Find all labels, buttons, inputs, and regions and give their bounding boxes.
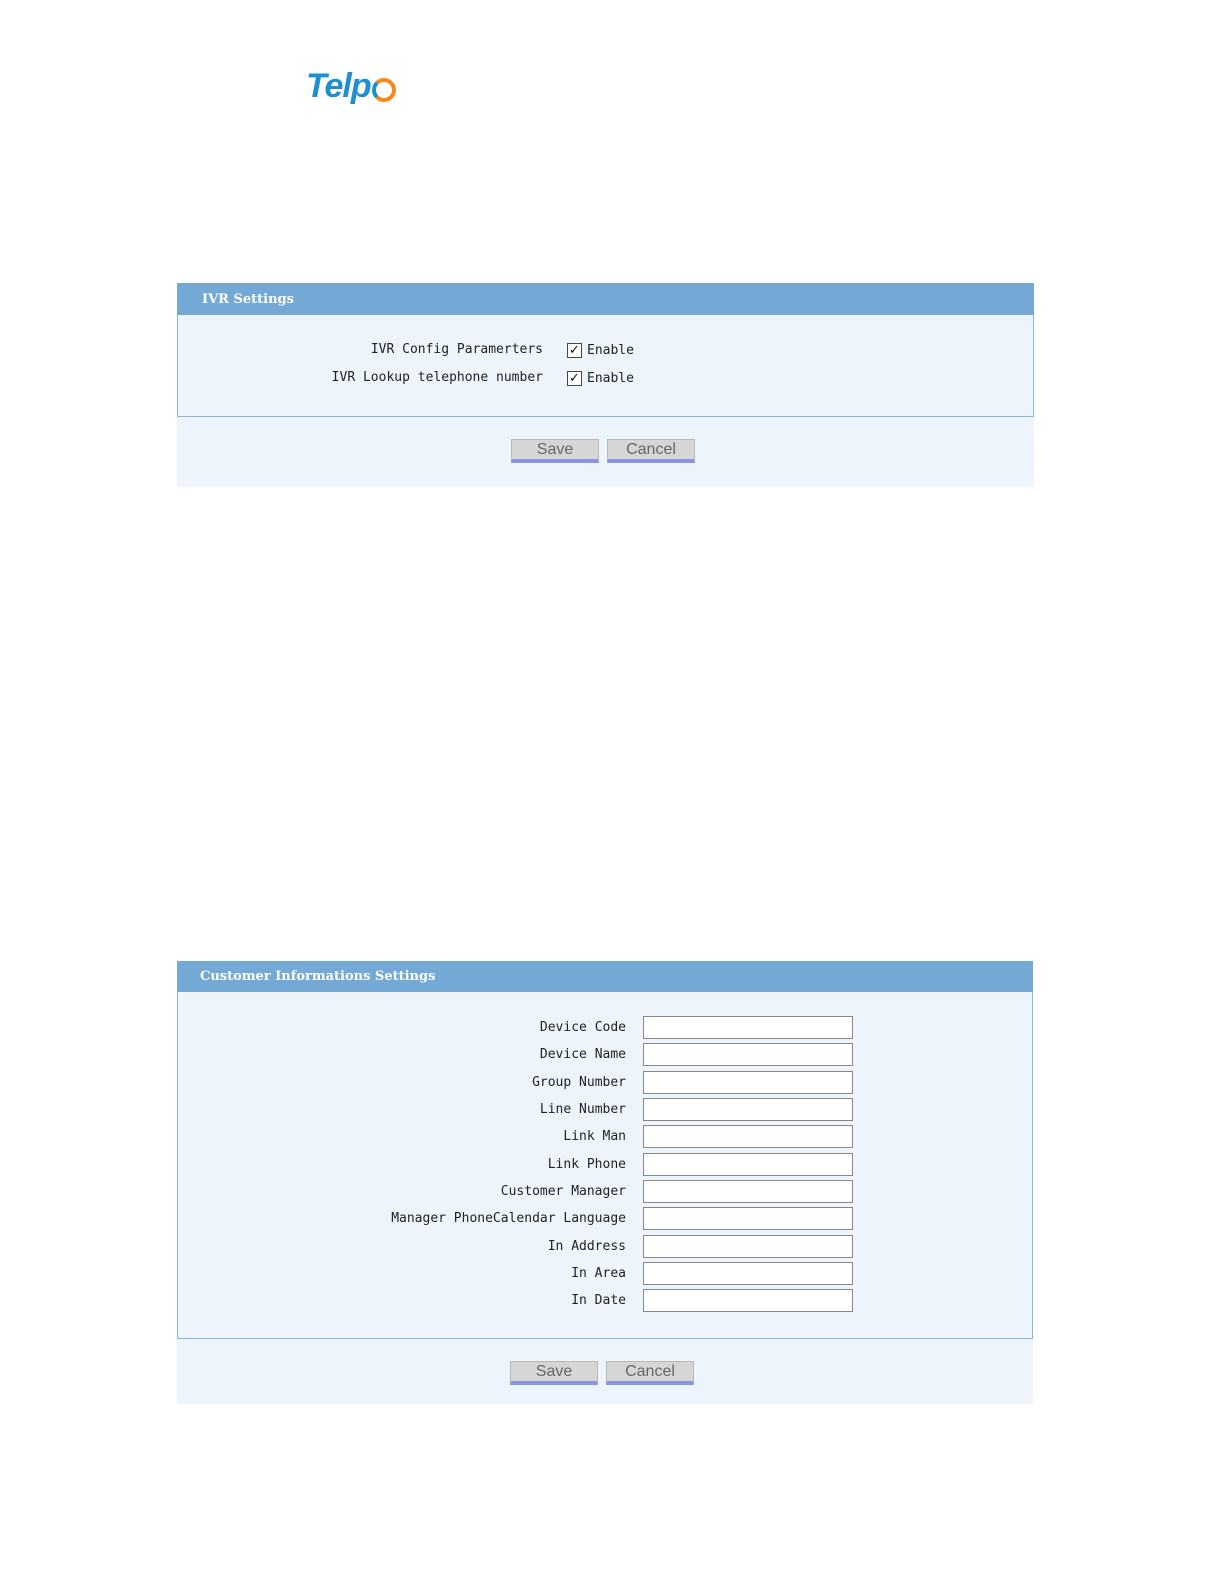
ivr-config-label: IVR Config Paramerters — [370, 342, 543, 357]
ivr-config-enable-label: Enable — [587, 343, 634, 358]
customer-field-label: In Date — [571, 1293, 626, 1308]
customer-settings-header — [177, 961, 1033, 992]
ivr-lookup-label: IVR Lookup telephone number — [331, 370, 543, 385]
customer-save-button[interactable]: Save — [510, 1361, 598, 1385]
customer-field-label: In Area — [571, 1266, 626, 1281]
customer-field-row — [178, 1097, 1032, 1123]
customer-field-row — [178, 1015, 1032, 1041]
customer-field-input[interactable] — [643, 1016, 853, 1039]
ivr-button-bar — [177, 417, 1034, 487]
customer-field-input[interactable] — [643, 1207, 853, 1230]
customer-field-row — [178, 1042, 1032, 1068]
ivr-settings-header — [177, 283, 1034, 315]
ivr-settings-panel — [177, 283, 1034, 487]
customer-field-row — [178, 1179, 1032, 1205]
customer-field-label: Device Name — [539, 1047, 626, 1062]
telpo-o-icon — [372, 78, 396, 102]
customer-field-input[interactable] — [643, 1071, 853, 1094]
customer-field-label: Line Number — [539, 1102, 626, 1117]
customer-settings-body — [177, 992, 1033, 1339]
ivr-save-button[interactable]: Save — [511, 439, 599, 463]
customer-field-row — [178, 1234, 1032, 1260]
customer-field-input[interactable] — [643, 1098, 853, 1121]
ivr-settings-body — [177, 315, 1034, 417]
customer-field-row — [178, 1206, 1032, 1232]
customer-field-input[interactable] — [643, 1289, 853, 1312]
customer-field-input[interactable] — [643, 1125, 853, 1148]
customer-field-input[interactable] — [643, 1262, 853, 1285]
customer-field-input[interactable] — [643, 1235, 853, 1258]
ivr-lookup-enable-label: Enable — [587, 371, 634, 386]
customer-field-label: Customer Manager — [500, 1184, 626, 1199]
telpo-logo — [306, 64, 396, 108]
customer-field-row — [178, 1070, 1032, 1096]
ivr-row-lookup — [178, 365, 1033, 391]
customer-field-row — [178, 1288, 1032, 1314]
ivr-lookup-checkbox[interactable] — [567, 371, 582, 386]
customer-field-label: Link Phone — [547, 1157, 626, 1172]
logo-text: Telp — [306, 66, 371, 105]
customer-cancel-button[interactable]: Cancel — [606, 1361, 694, 1385]
customer-field-row — [178, 1124, 1032, 1150]
customer-field-label: In Address — [547, 1239, 626, 1254]
customer-field-input[interactable] — [643, 1180, 853, 1203]
customer-settings-panel — [177, 961, 1033, 1404]
customer-field-row — [178, 1261, 1032, 1287]
ivr-config-checkbox[interactable] — [567, 343, 582, 358]
customer-field-label: Group Number — [532, 1075, 626, 1090]
customer-field-label: Link Man — [563, 1129, 626, 1144]
ivr-row-config — [178, 337, 1033, 363]
customer-field-label: Manager PhoneCalendar Language — [391, 1211, 626, 1226]
customer-field-row — [178, 1152, 1032, 1178]
customer-field-input[interactable] — [643, 1153, 853, 1176]
customer-field-input[interactable] — [643, 1043, 853, 1066]
customer-field-label: Device Code — [539, 1020, 626, 1035]
checkmark-icon: ✓ — [569, 371, 580, 386]
ivr-settings-title: IVR Settings — [202, 291, 294, 307]
customer-settings-title: Customer Informations Settings — [200, 969, 436, 984]
ivr-cancel-button[interactable]: Cancel — [607, 439, 695, 463]
checkmark-icon: ✓ — [569, 343, 580, 358]
customer-button-bar — [177, 1339, 1033, 1404]
